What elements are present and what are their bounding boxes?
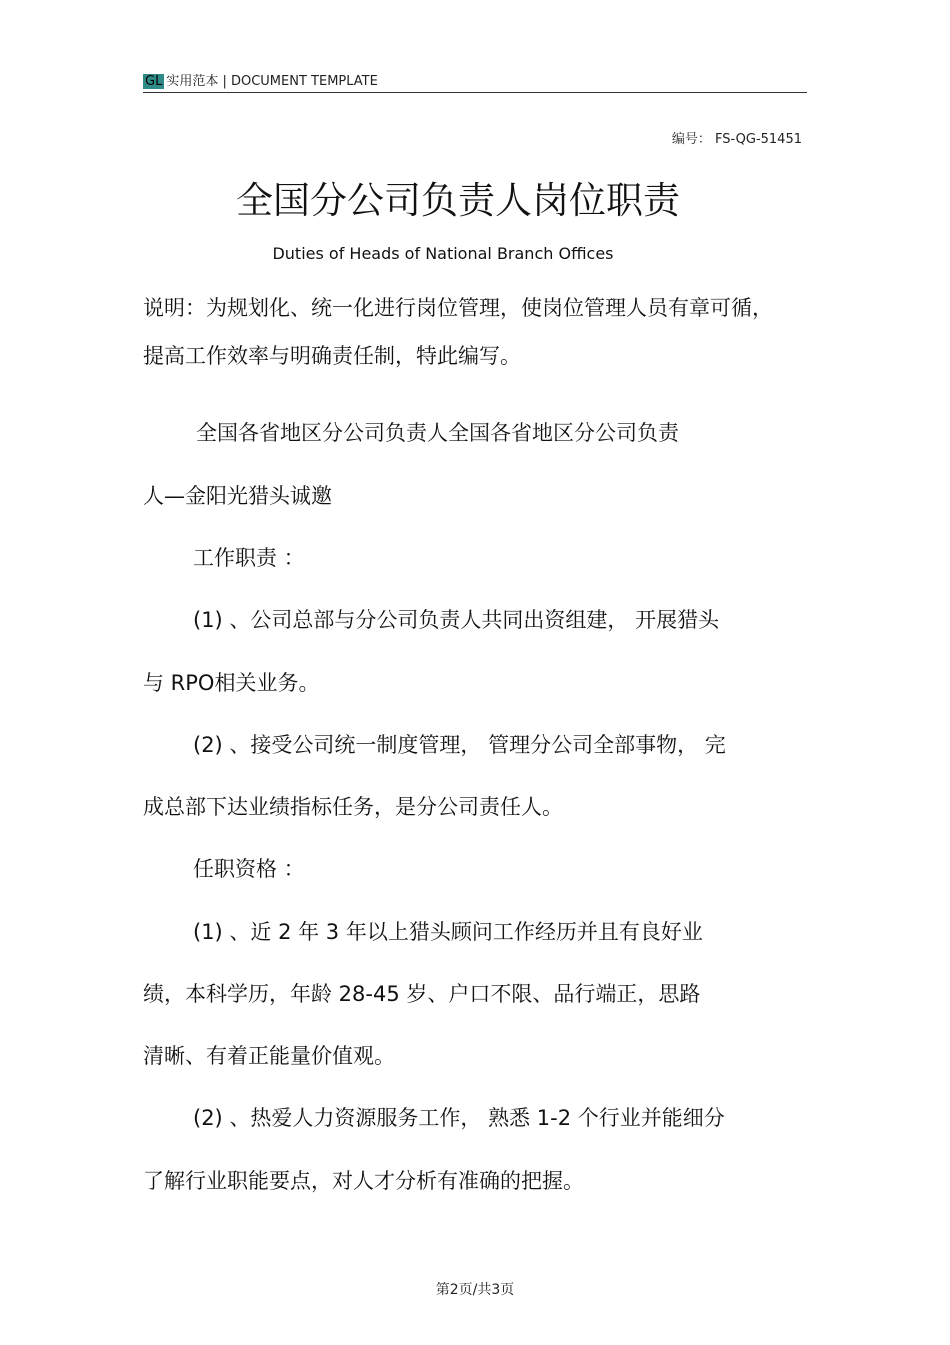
section-heading: 任职资格 ： [193, 857, 305, 881]
body-line: 全国各省地区分公司负责人全国各省地区分公司负责 [196, 421, 679, 445]
body-line: 成总部下达业绩指标任务，是分公司责任人。 [143, 795, 563, 819]
body-line: (2) 、热爱人力资源服务工作， 熟悉 1-2 个行业并能细分 [193, 1106, 725, 1130]
page-header [143, 70, 378, 89]
body-line: (2) 、接受公司统一制度管理， 管理分公司全部事物， 完 [193, 733, 726, 757]
header-rule [143, 92, 807, 93]
gl-logo: GL [145, 74, 163, 89]
section-heading: 工作职责 ： [193, 546, 305, 570]
body-line: (1) 、公司总部与分公司负责人共同出资组建， 开展猎头 [193, 608, 720, 632]
body-line: 与 RPO相关业务。 [143, 671, 320, 695]
page-title: 全国分公司负责人岗位职责 [236, 179, 680, 222]
body-line: 了解行业职能要点，对人才分析有准确的把握。 [143, 1169, 584, 1193]
page-footer: 第2页/共3页 [435, 1282, 515, 1298]
body-line: 清晰、有着正能量价值观。 [143, 1044, 395, 1068]
body-line: 提高工作效率与明确责任制，特此编写。 [143, 344, 521, 368]
page-subtitle: Duties of Heads of National Branch Offices [272, 244, 614, 263]
body-line: 绩，本科学历，年龄 28-45 岁、户口不限、品行端正，思路 [143, 982, 701, 1006]
body-line: 说明：为规划化、统一化进行岗位管理，使岗位管理人员有章可循， [143, 296, 773, 320]
header-text: 实用范本 | DOCUMENT TEMPLATE [166, 74, 378, 89]
body-line: 人—金阳光猎头诚邀 [143, 484, 332, 508]
body-line: (1) 、近 2 年 3 年以上猎头顾问工作经历并且有良好业 [193, 920, 703, 944]
document-number: 编号： FS-QG-51451 [671, 132, 802, 147]
